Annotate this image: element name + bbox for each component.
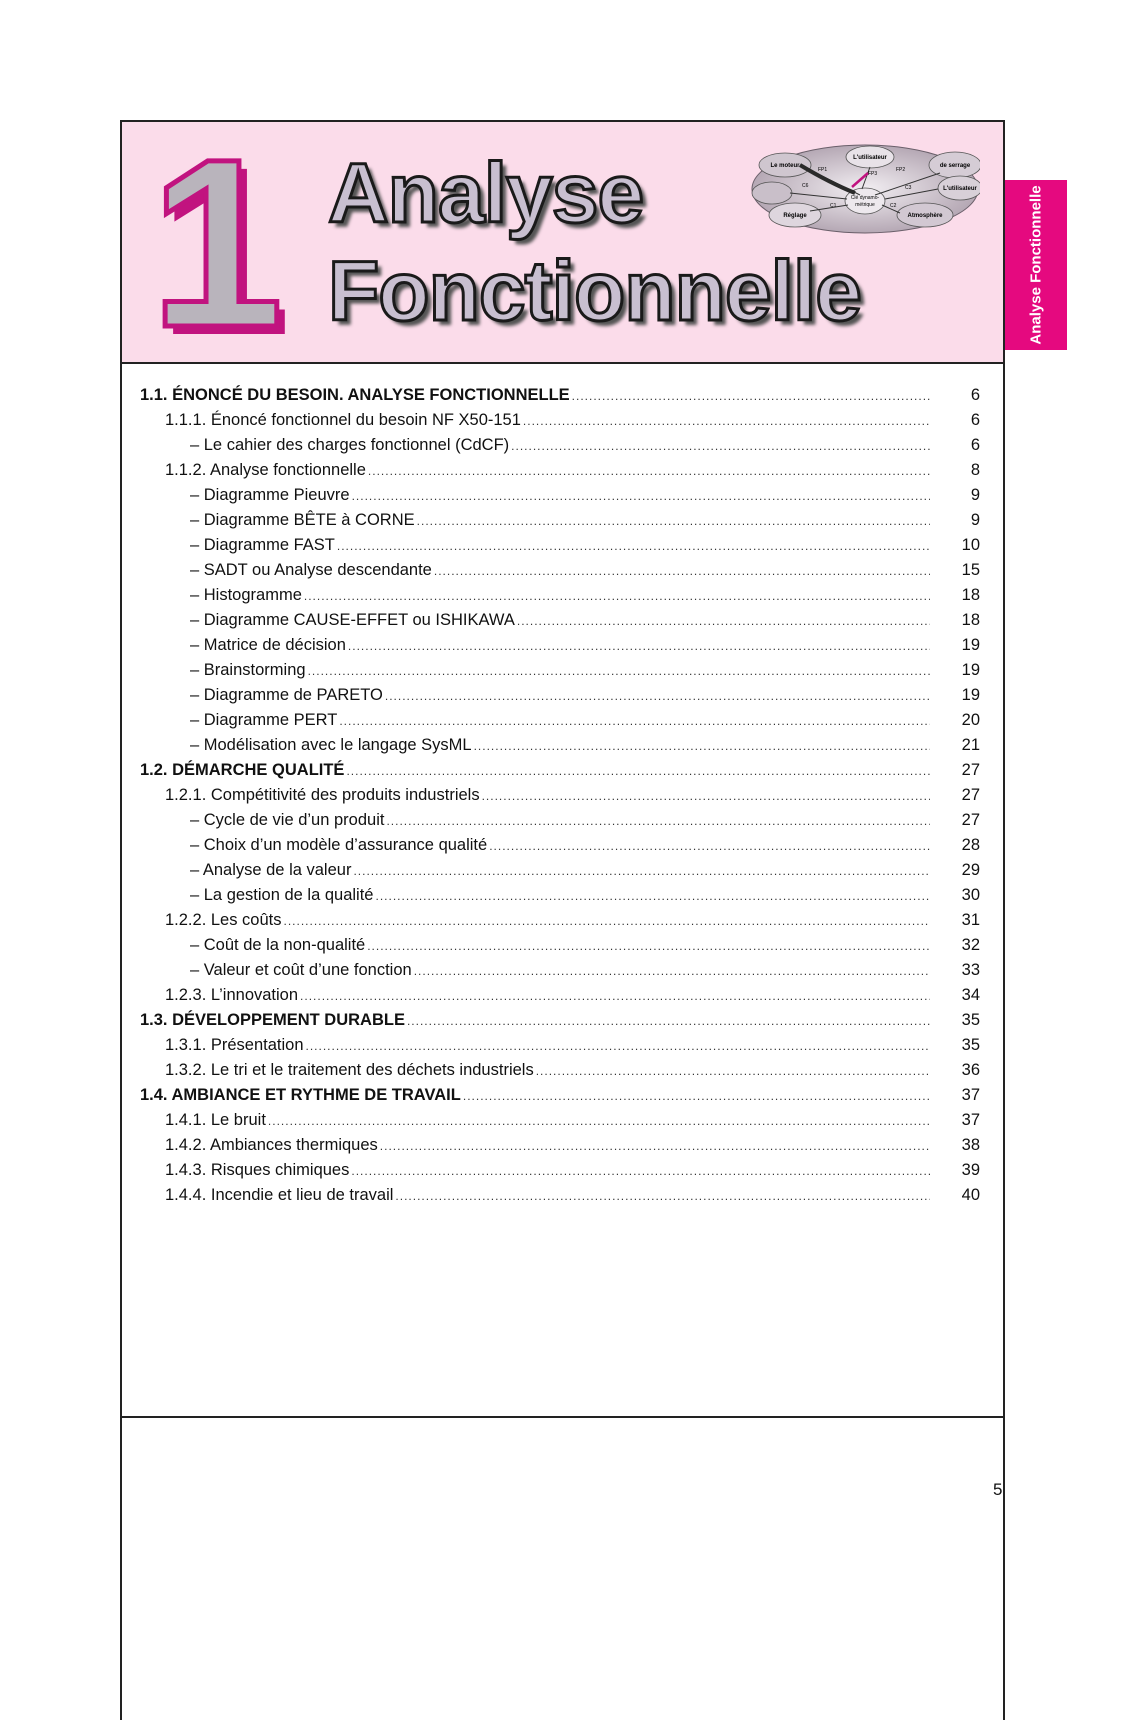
toc-leader-dots xyxy=(523,409,930,434)
toc-entry-label: – Analyse de la valeur xyxy=(190,861,352,879)
toc-entry-label: 1.2. DÉMARCHE QUALITÉ xyxy=(140,761,345,779)
toc-entry-label: – Le cahier des charges fonctionnel (CdCF) xyxy=(190,436,510,454)
toc-entry-label: – Diagramme CAUSE-EFFET ou ISHIKAWA xyxy=(190,611,515,629)
toc-leader-dots xyxy=(395,1184,930,1209)
toc-entry-page: 6 xyxy=(970,411,980,429)
toc-leader-dots xyxy=(482,784,930,809)
toc-entry-page: 27 xyxy=(961,811,980,829)
toc-entry-page: 9 xyxy=(970,511,980,529)
toc-leader-dots xyxy=(304,584,930,609)
toc-leader-dots xyxy=(417,509,930,534)
chapter-title-line1: Analyse xyxy=(328,146,644,240)
toc-entry[interactable] xyxy=(140,733,980,758)
svg-text:FP3: FP3 xyxy=(868,171,878,177)
toc-entry-label: 1.1. ÉNONCÉ DU BESOIN. ANALYSE FONCTIONNELLE xyxy=(140,386,570,404)
toc-leader-dots xyxy=(474,734,930,759)
toc-entry[interactable] xyxy=(140,608,980,633)
toc-entry-label: 1.2.3. L’innovation xyxy=(165,986,299,1004)
toc-entry[interactable] xyxy=(140,533,980,558)
toc-leader-dots xyxy=(380,1134,930,1159)
toc-entry[interactable] xyxy=(140,458,980,483)
toc-entry-label: – Choix d’un modèle d’assurance qualité xyxy=(190,836,488,854)
toc-entry-page: 21 xyxy=(961,736,980,754)
toc-entry-label: – Diagramme PERT xyxy=(190,711,338,729)
toc-entry-page: 18 xyxy=(961,611,980,629)
toc-entry[interactable] xyxy=(140,808,980,833)
toc-leader-dots xyxy=(386,809,930,834)
svg-text:C2: C2 xyxy=(890,203,897,209)
toc-entry-label: 1.4.1. Le bruit xyxy=(165,1111,266,1129)
toc-entry-page: 19 xyxy=(961,661,980,679)
toc-entry[interactable] xyxy=(140,958,980,983)
toc-entry-label: 1.2.1. Compétitivité des produits industriels xyxy=(165,786,480,804)
toc-entry-label: – Diagramme Pieuvre xyxy=(190,486,350,504)
page-number: 5 xyxy=(993,1480,1003,1499)
toc-entry-label: 1.3. DÉVELOPPEMENT DURABLE xyxy=(140,1011,405,1029)
toc-entry-page: 35 xyxy=(961,1011,980,1029)
toc-entry[interactable] xyxy=(140,1158,980,1183)
toc-entry-label: – Brainstorming xyxy=(190,661,306,679)
toc-entry-page: 32 xyxy=(961,936,980,954)
svg-text:métrique: métrique xyxy=(855,202,875,208)
toc-entry-label: – Cycle de vie d’un produit xyxy=(190,811,385,829)
toc-leader-dots xyxy=(375,884,930,909)
toc-entry[interactable] xyxy=(140,633,980,658)
toc-entry-page: 31 xyxy=(961,911,980,929)
toc-entry-page: 18 xyxy=(961,586,980,604)
toc-leader-dots xyxy=(385,684,930,709)
toc-entry[interactable] xyxy=(140,433,980,458)
toc-entry-label: 1.1.2. Analyse fonctionnelle xyxy=(165,461,366,479)
toc-entry-page: 34 xyxy=(961,986,980,1004)
toc-entry-label: – Histogramme xyxy=(190,586,302,604)
toc-entry-page: 9 xyxy=(970,486,980,504)
toc-leader-dots xyxy=(489,834,930,859)
toc-entry[interactable] xyxy=(140,1083,980,1108)
toc-entry-page: 10 xyxy=(961,536,980,554)
toc-entry[interactable] xyxy=(140,1108,980,1133)
toc-entry[interactable] xyxy=(140,783,980,808)
svg-text:Réglage: Réglage xyxy=(783,213,807,219)
toc-entry-page: 20 xyxy=(961,711,980,729)
toc-entry[interactable] xyxy=(140,583,980,608)
toc-leader-dots xyxy=(353,859,930,884)
toc-entry-label: – Diagramme FAST xyxy=(190,536,335,554)
svg-text:C1: C1 xyxy=(830,203,837,209)
toc-entry-page: 27 xyxy=(961,761,980,779)
toc-entry-label: – Valeur et coût d’une fonction xyxy=(190,961,412,979)
svg-text:de serrage: de serrage xyxy=(939,163,971,169)
toc-leader-dots xyxy=(511,434,930,459)
toc-entry[interactable] xyxy=(140,1033,980,1058)
toc-leader-dots xyxy=(337,534,930,559)
toc-entry-label: 1.3.1. Présentation xyxy=(165,1036,304,1054)
toc-entry[interactable] xyxy=(140,508,980,533)
toc-entry-page: 28 xyxy=(961,836,980,854)
toc-entry-label: 1.1.1. Énoncé fonctionnel du besoin NF X50-151 xyxy=(165,411,521,429)
toc-entry[interactable] xyxy=(140,983,980,1008)
toc-entry[interactable] xyxy=(140,558,980,583)
toc-entry[interactable] xyxy=(140,683,980,708)
toc-entry-page: 37 xyxy=(961,1086,980,1104)
toc-leader-dots xyxy=(348,634,930,659)
toc-entry-label: – SADT ou Analyse descendante xyxy=(190,561,432,579)
svg-text:C3: C3 xyxy=(905,185,912,191)
toc-leader-dots xyxy=(346,759,930,784)
toc-leader-dots xyxy=(368,459,930,484)
toc-entry-label: 1.4. AMBIANCE ET RYTHME DE TRAVAIL xyxy=(140,1086,461,1104)
toc-leader-dots xyxy=(284,909,931,934)
toc-entry-page: 19 xyxy=(961,636,980,654)
toc-entry-page: 6 xyxy=(970,436,980,454)
toc-entry-label: – Diagramme de PARETO xyxy=(190,686,383,704)
toc-entry-page: 29 xyxy=(961,861,980,879)
toc-leader-dots xyxy=(367,934,930,959)
toc-entry[interactable] xyxy=(140,1183,980,1208)
side-tab-label: Analyse Fonctionnelle xyxy=(1027,185,1045,345)
toc-entry-page: 38 xyxy=(961,1136,980,1154)
toc-entry-page: 36 xyxy=(961,1061,980,1079)
toc-entry[interactable] xyxy=(140,858,980,883)
toc-entry-page: 30 xyxy=(961,886,980,904)
table-of-contents xyxy=(140,383,980,1208)
toc-entry-label: 1.4.3. Risques chimiques xyxy=(165,1161,350,1179)
toc-leader-dots xyxy=(463,1084,930,1109)
chapter-number: 1 xyxy=(150,109,280,377)
toc-entry[interactable] xyxy=(140,383,980,408)
toc-entry-label: 1.3.2. Le tri et le traitement des déchets industriels xyxy=(165,1061,534,1079)
frame-bottom-edge xyxy=(120,1416,1005,1418)
toc-entry[interactable] xyxy=(140,1133,980,1158)
toc-entry-page: 8 xyxy=(970,461,980,479)
toc-entry-page: 37 xyxy=(961,1111,980,1129)
toc-leader-dots xyxy=(572,384,930,409)
toc-entry-label: – La gestion de la qualité xyxy=(190,886,374,904)
toc-entry-label: 1.2.2. Les coûts xyxy=(165,911,282,929)
toc-leader-dots xyxy=(517,609,930,634)
toc-entry-label: – Matrice de décision xyxy=(190,636,346,654)
toc-entry-page: 6 xyxy=(970,386,980,404)
toc-entry[interactable] xyxy=(140,908,980,933)
toc-entry[interactable] xyxy=(140,483,980,508)
toc-leader-dots xyxy=(268,1109,930,1134)
svg-text:Atmosphère: Atmosphère xyxy=(907,213,943,219)
toc-entry-page: 15 xyxy=(961,561,980,579)
toc-leader-dots xyxy=(339,709,930,734)
toc-leader-dots xyxy=(308,659,930,684)
toc-entry[interactable] xyxy=(140,408,980,433)
toc-entry[interactable] xyxy=(140,883,980,908)
toc-entry-label: – Modélisation avec le langage SysML xyxy=(190,736,472,754)
toc-entry[interactable] xyxy=(140,658,980,683)
svg-text:C6: C6 xyxy=(802,183,809,189)
toc-entry[interactable] xyxy=(140,933,980,958)
toc-leader-dots xyxy=(414,959,930,984)
toc-entry[interactable] xyxy=(140,708,980,733)
toc-entry-page: 39 xyxy=(961,1161,980,1179)
toc-entry-page: 27 xyxy=(961,786,980,804)
toc-leader-dots xyxy=(536,1059,930,1084)
toc-entry-label: 1.4.2. Ambiances thermiques xyxy=(165,1136,378,1154)
toc-entry-page: 19 xyxy=(961,686,980,704)
svg-text:Le moteur: Le moteur xyxy=(770,163,800,169)
toc-entry-label: – Diagramme BÊTE à CORNE xyxy=(190,511,415,529)
toc-entry[interactable] xyxy=(140,1058,980,1083)
toc-leader-dots xyxy=(434,559,930,584)
svg-text:L'utilisateur: L'utilisateur xyxy=(943,186,977,192)
toc-entry-label: – Coût de la non-qualité xyxy=(190,936,366,954)
toc-entry-page: 35 xyxy=(961,1036,980,1054)
toc-leader-dots xyxy=(306,1034,930,1059)
svg-text:L'utilisateur: L'utilisateur xyxy=(853,155,887,161)
toc-entry-page: 33 xyxy=(961,961,980,979)
toc-leader-dots xyxy=(351,1159,930,1184)
svg-text:FP2: FP2 xyxy=(896,167,906,173)
toc-entry[interactable] xyxy=(140,833,980,858)
toc-leader-dots xyxy=(407,1009,930,1034)
toc-entry-label: 1.4.4. Incendie et lieu de travail xyxy=(165,1186,394,1204)
toc-leader-dots xyxy=(352,484,930,509)
svg-text:FP1: FP1 xyxy=(818,167,828,173)
pieuvre-diagram-thumbnail xyxy=(750,143,980,235)
toc-leader-dots xyxy=(300,984,930,1009)
chapter-title-line2: Fonctionnelle xyxy=(328,244,861,338)
svg-text:Clé dynamo-: Clé dynamo- xyxy=(850,195,880,201)
toc-entry[interactable] xyxy=(140,1008,980,1033)
toc-entry[interactable] xyxy=(140,758,980,783)
toc-entry-page: 40 xyxy=(961,1186,980,1204)
